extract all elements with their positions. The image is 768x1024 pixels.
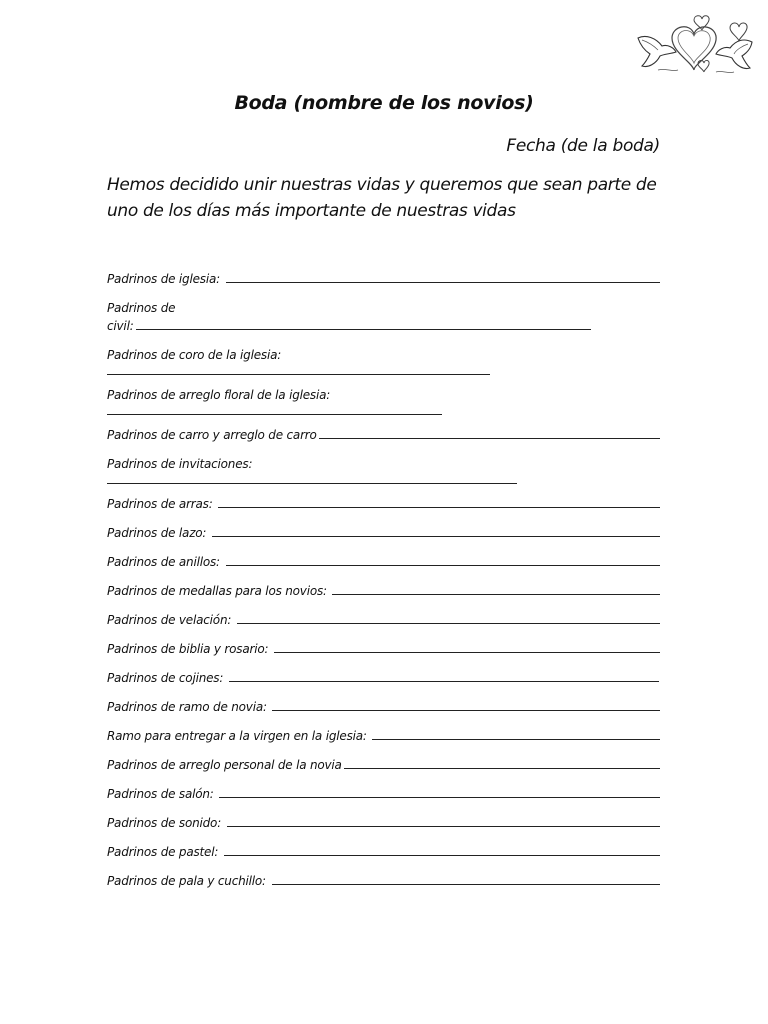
field-padrinos-salon — [107, 785, 660, 803]
fill-line[interactable] — [107, 473, 517, 484]
field-padrinos-lazo — [107, 524, 660, 542]
fill-line[interactable] — [227, 815, 660, 827]
fill-line[interactable] — [229, 670, 659, 682]
document-title: Boda (nombre de los novios) — [234, 92, 534, 114]
field-padrinos-invitaciones — [107, 455, 660, 484]
field-padrinos-cojines — [107, 669, 660, 687]
fill-line[interactable] — [107, 404, 442, 415]
field-label: Padrinos de pala y cuchillo: — [107, 874, 270, 888]
field-label: Padrinos de iglesia: — [107, 272, 224, 286]
field-label: Padrinos de ramo de novia: — [107, 700, 271, 714]
field-padrinos-arras — [107, 495, 660, 513]
intro-line-1: Hemos decidido unir nuestras vidas y queremos que sean parte de — [107, 175, 657, 195]
sponsor-fields — [107, 270, 660, 890]
fill-line[interactable] — [226, 554, 660, 566]
field-ramo-virgen — [107, 727, 660, 745]
field-label: Padrinos de arreglo floral de la iglesia: — [107, 388, 331, 402]
fill-line[interactable] — [237, 612, 660, 624]
field-label: Padrinos de biblia y rosario: — [107, 642, 272, 656]
field-padrinos-arreglo-floral — [107, 386, 660, 415]
field-padrinos-medallas — [107, 582, 660, 600]
fill-line[interactable] — [274, 641, 660, 653]
field-padrinos-coro — [107, 346, 660, 375]
field-label: Padrinos de cojines: — [107, 671, 227, 685]
field-padrinos-anillos — [107, 553, 660, 571]
field-label: Padrinos de arreglo personal de la novia — [107, 758, 342, 772]
field-padrinos-biblia-rosario — [107, 640, 660, 658]
field-label: Padrinos de velación: — [107, 613, 235, 627]
fill-line[interactable] — [319, 427, 660, 439]
field-padrinos-velacion — [107, 611, 660, 629]
field-label: Padrinos de pastel: — [107, 845, 222, 859]
intro-paragraph — [107, 172, 667, 224]
fill-line[interactable] — [218, 496, 660, 508]
field-label: Padrinos de arras: — [107, 497, 217, 511]
fill-line[interactable] — [224, 844, 660, 856]
fill-line[interactable] — [332, 583, 660, 595]
intro-line-2: uno de los días más importante de nuestras vidas — [107, 201, 516, 221]
fill-line[interactable] — [212, 525, 660, 537]
fill-line[interactable] — [226, 271, 660, 283]
field-padrinos-arreglo-personal — [107, 756, 660, 774]
field-label: Padrinos de salón: — [107, 787, 218, 801]
fill-line[interactable] — [344, 757, 660, 769]
fill-line[interactable] — [219, 786, 660, 798]
field-label: civil: — [107, 319, 134, 333]
wedding-date: Fecha (de la boda) — [506, 136, 660, 156]
field-padrinos-carro — [107, 426, 660, 444]
fill-line[interactable] — [136, 318, 591, 330]
field-padrinos-pala-cuchillo — [107, 872, 660, 890]
field-padrinos-iglesia — [107, 270, 660, 288]
field-padrinos-civil — [107, 299, 660, 335]
field-padrinos-sonido — [107, 814, 660, 832]
field-label: Padrinos de anillos: — [107, 555, 224, 569]
doves-hearts-icon — [632, 8, 758, 84]
field-label: Padrinos de medallas para los novios: — [107, 584, 331, 598]
fill-line[interactable] — [272, 699, 660, 711]
fill-line[interactable] — [372, 728, 660, 740]
fill-line[interactable] — [107, 364, 490, 375]
field-label: Padrinos de invitaciones: — [107, 457, 253, 471]
field-label: Padrinos de — [107, 301, 176, 315]
field-label: Padrinos de coro de la iglesia: — [107, 348, 282, 362]
field-label: Padrinos de lazo: — [107, 526, 210, 540]
field-padrinos-ramo-novia — [107, 698, 660, 716]
field-padrinos-pastel — [107, 843, 660, 861]
field-label: Ramo para entregar a la virgen en la iglesia: — [107, 729, 371, 743]
field-label: Padrinos de sonido: — [107, 816, 225, 830]
fill-line[interactable] — [272, 873, 661, 885]
field-label: Padrinos de carro y arreglo de carro — [107, 428, 317, 442]
